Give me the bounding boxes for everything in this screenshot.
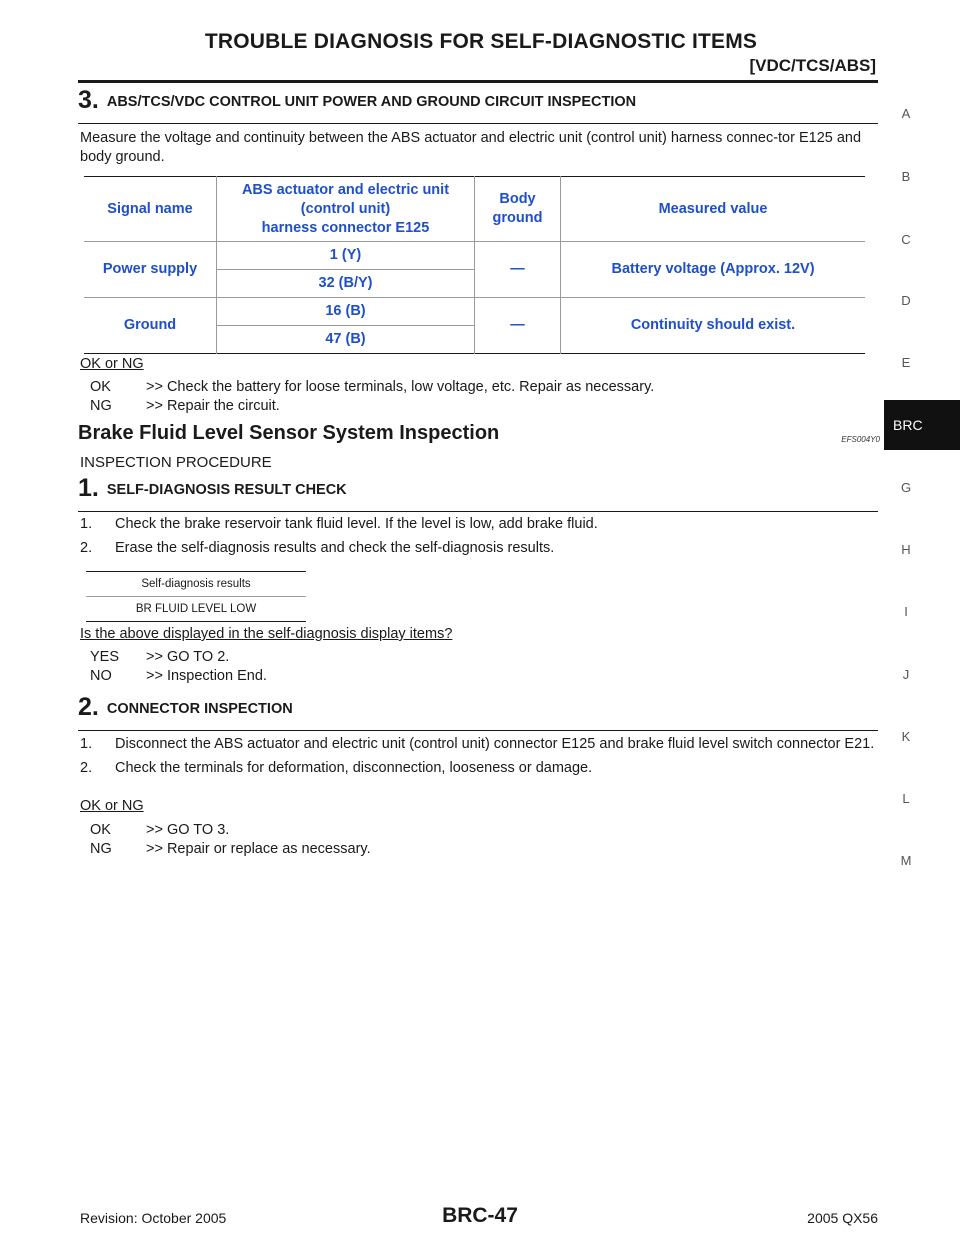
step-3-description: Measure the voltage and continuity between the ABS actuator and electric unit (control unit) harness connec-tor E125 and body ground. [80, 130, 862, 165]
body-cell: — [475, 242, 561, 298]
header-body-line1: Body [499, 191, 536, 207]
sidebar-letter-i[interactable]: I [904, 604, 908, 619]
footer-model: 2005 QX56 [807, 1210, 878, 1226]
step-1-results [90, 648, 267, 686]
header-connector [217, 177, 475, 242]
step-3-number: 3. [78, 86, 99, 114]
list-item: 2. Check the terminals for deformation, disconnection, looseness or damage. [80, 760, 593, 776]
list-item: 2. Erase the self-diagnosis results and check the self-diagnosis results. [80, 540, 555, 556]
result-ok: OK >> GO TO 3. [90, 822, 230, 838]
step-1-heading [78, 474, 878, 512]
step-1-number: 1. [78, 474, 99, 502]
sidebar-letter-l[interactable]: L [902, 791, 910, 806]
step-3-title: ABS/TCS/VDC CONTROL UNIT POWER AND GROUND CIRCUIT INSPECTION [106, 94, 637, 110]
sidebar-letter-c[interactable]: C [901, 232, 911, 247]
self-diagnosis-value: BR FLUID LEVEL LOW [135, 603, 257, 615]
section-title: Brake Fluid Level Sensor System Inspection [78, 422, 500, 444]
sidebar-letter-h[interactable]: H [901, 542, 911, 557]
header-connector-line2: (control unit) [300, 200, 391, 217]
result-yes: YES >> GO TO 2. [90, 649, 230, 665]
header-measured-value: Measured value [561, 177, 866, 242]
table-header-row [84, 177, 865, 242]
sidebar-letter-a[interactable]: A [901, 106, 911, 121]
step-1-question: Is the above displayed in the self-diagnosis display items? [80, 626, 453, 642]
section-code: EFS004Y0 [841, 435, 880, 444]
sidebar-letter-m[interactable]: M [900, 853, 912, 868]
step-2-title: CONNECTOR INSPECTION [106, 701, 293, 717]
terminal-cell: 32 (B/Y) [217, 270, 475, 298]
sidebar-letter-b[interactable]: B [901, 169, 911, 184]
footer-page-number: BRC-47 [442, 1204, 518, 1227]
header-body-line2: ground [492, 210, 543, 226]
self-diagnosis-header: Self-diagnosis results [86, 572, 306, 597]
sidebar-letter-e[interactable]: E [901, 355, 911, 370]
page-subtitle: [VDC/TCS/ABS] [749, 56, 876, 75]
step-2-heading [78, 693, 878, 731]
header-connector-line1: ABS actuator and electric unit [241, 181, 450, 198]
voltage-continuity-table [84, 176, 865, 354]
sidebar-letter-g[interactable]: G [900, 480, 912, 495]
step-2-number: 2. [78, 693, 99, 721]
header-connector-line3: harness connector E125 [261, 219, 430, 236]
step-3-heading [78, 86, 878, 124]
table-row [84, 242, 865, 270]
table-row [84, 298, 865, 326]
sidebar-tab-brc[interactable]: BRC [884, 400, 960, 450]
signal-cell: Power supply [84, 242, 217, 298]
result-ng: NG >> Repair or replace as necessary. [90, 841, 371, 857]
step-1-title: SELF-DIAGNOSIS RESULT CHECK [106, 482, 347, 498]
step-3-results [90, 378, 654, 416]
footer-revision: Revision: October 2005 [80, 1210, 227, 1226]
result-no: NO >> Inspection End. [90, 668, 267, 684]
terminal-cell: 16 (B) [217, 298, 475, 326]
step-1-list [80, 515, 878, 558]
header-rule [78, 80, 878, 83]
self-diagnosis-table [86, 571, 306, 622]
result-ok: OK >> Check the battery for loose terminals, low voltage, etc. Repair as necessary. [90, 379, 655, 395]
header-signal-name: Signal name [84, 177, 217, 242]
value-cell: Continuity should exist. [561, 298, 866, 354]
inspection-procedure-label: INSPECTION PROCEDURE [80, 454, 272, 471]
sidebar-letter-k[interactable]: K [901, 729, 911, 744]
result-ng: NG >> Repair the circuit. [90, 398, 280, 414]
step-2-list [80, 735, 878, 778]
signal-cell: Ground [123, 317, 177, 333]
header-body-ground [475, 177, 561, 242]
terminal-cell: 1 (Y) [217, 242, 475, 270]
list-item: 1. Check the brake reservoir tank fluid level. If the level is low, add brake fluid. [80, 516, 598, 532]
step-3-ok-ng: OK or NG [80, 356, 144, 372]
sidebar-letter-j[interactable]: J [902, 667, 910, 682]
list-item: 1. Disconnect the ABS actuator and electric unit (control unit) connector E125 and brake fluid level switch connector E21. [80, 736, 875, 752]
terminal-cell: 47 (B) [217, 326, 475, 354]
value-cell: Battery voltage (Approx. 12V) [561, 242, 866, 298]
step-2-results [90, 821, 371, 859]
step-2-ok-ng: OK or NG [80, 798, 144, 814]
sidebar-letter-d[interactable]: D [901, 293, 911, 308]
page-title: TROUBLE DIAGNOSIS FOR SELF-DIAGNOSTIC ITEMS [204, 30, 758, 53]
body-cell: — [475, 298, 561, 354]
